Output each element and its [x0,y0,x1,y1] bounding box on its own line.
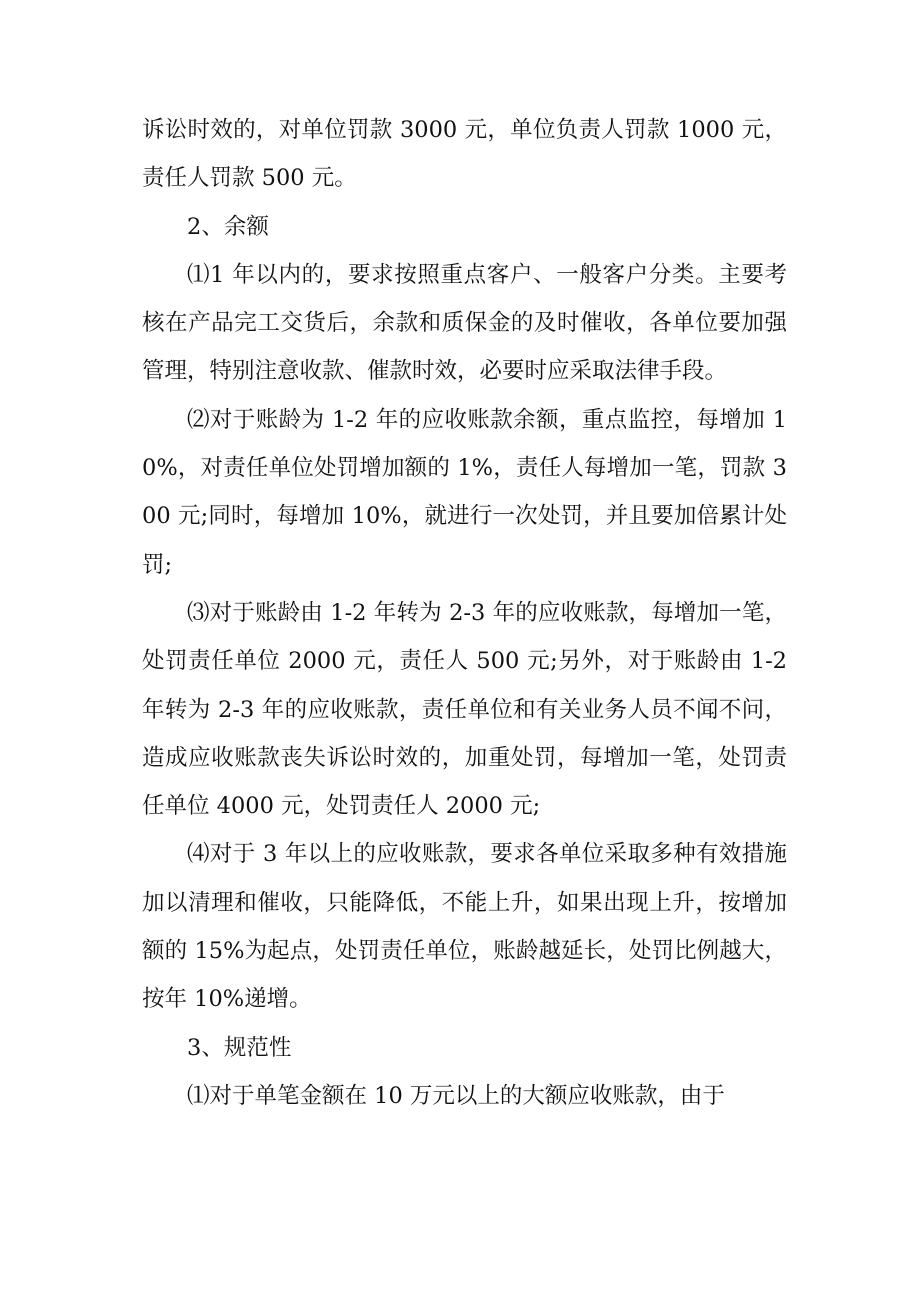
paragraph-item-5: ⑴对于单笔金额在 10 万元以上的大额应收账款，由于 [187,1082,725,1109]
section-heading-standardization: 3、规范性 [187,1034,292,1061]
paragraph-item-1: ⑴1 年以内的，要求按照重点客户、一般客户分类。主要考核在产品完工交货后，余款和质保金的及时催收，各单位要加强管理，特别注意收款、催款时效，必要时应采取法律手段。 [142,261,787,385]
paragraph-item-3: ⑶对于账龄由 1-2 年转为 2-3 年的应收账款，每增加一笔，处罚责任单位 2000 元，责任人 500 元;另外，对于账龄由 1-2 年转为 2-3 年的应收账款，责任单位和有关业务人员不闻不问，造成应收账款丧失诉讼时效的，加重处罚，每增加一笔，处罚责任单位 4000 元，处罚责任人 2000 元; [142,599,787,820]
paragraph-item-2: ⑵对于账龄为 1-2 年的应收账款余额，重点监控，每增加 10%，对责任单位处罚增加额的 1%，责任人每增加一笔，罚款 300 元;同时，每增加 10%，就进行一次处罚，并且要加倍累计处罚; [142,406,787,578]
paragraph-item-4: ⑷对于 3 年以上的应收账款，要求各单位采取多种有效措施加以清理和催收，只能降低，不能上升，如果出现上升，按增加额的 15%为起点，处罚责任单位，账龄越延长，处罚比例越大，按年 10%递增。 [142,841,787,1013]
section-heading-balance: 2、余额 [187,213,269,240]
paragraph-continuation: 诉讼时效的，对单位罚款 3000 元，单位负责人罚款 1000 元，责任人罚款 500 元。 [142,117,787,192]
document-body [142,106,787,1120]
